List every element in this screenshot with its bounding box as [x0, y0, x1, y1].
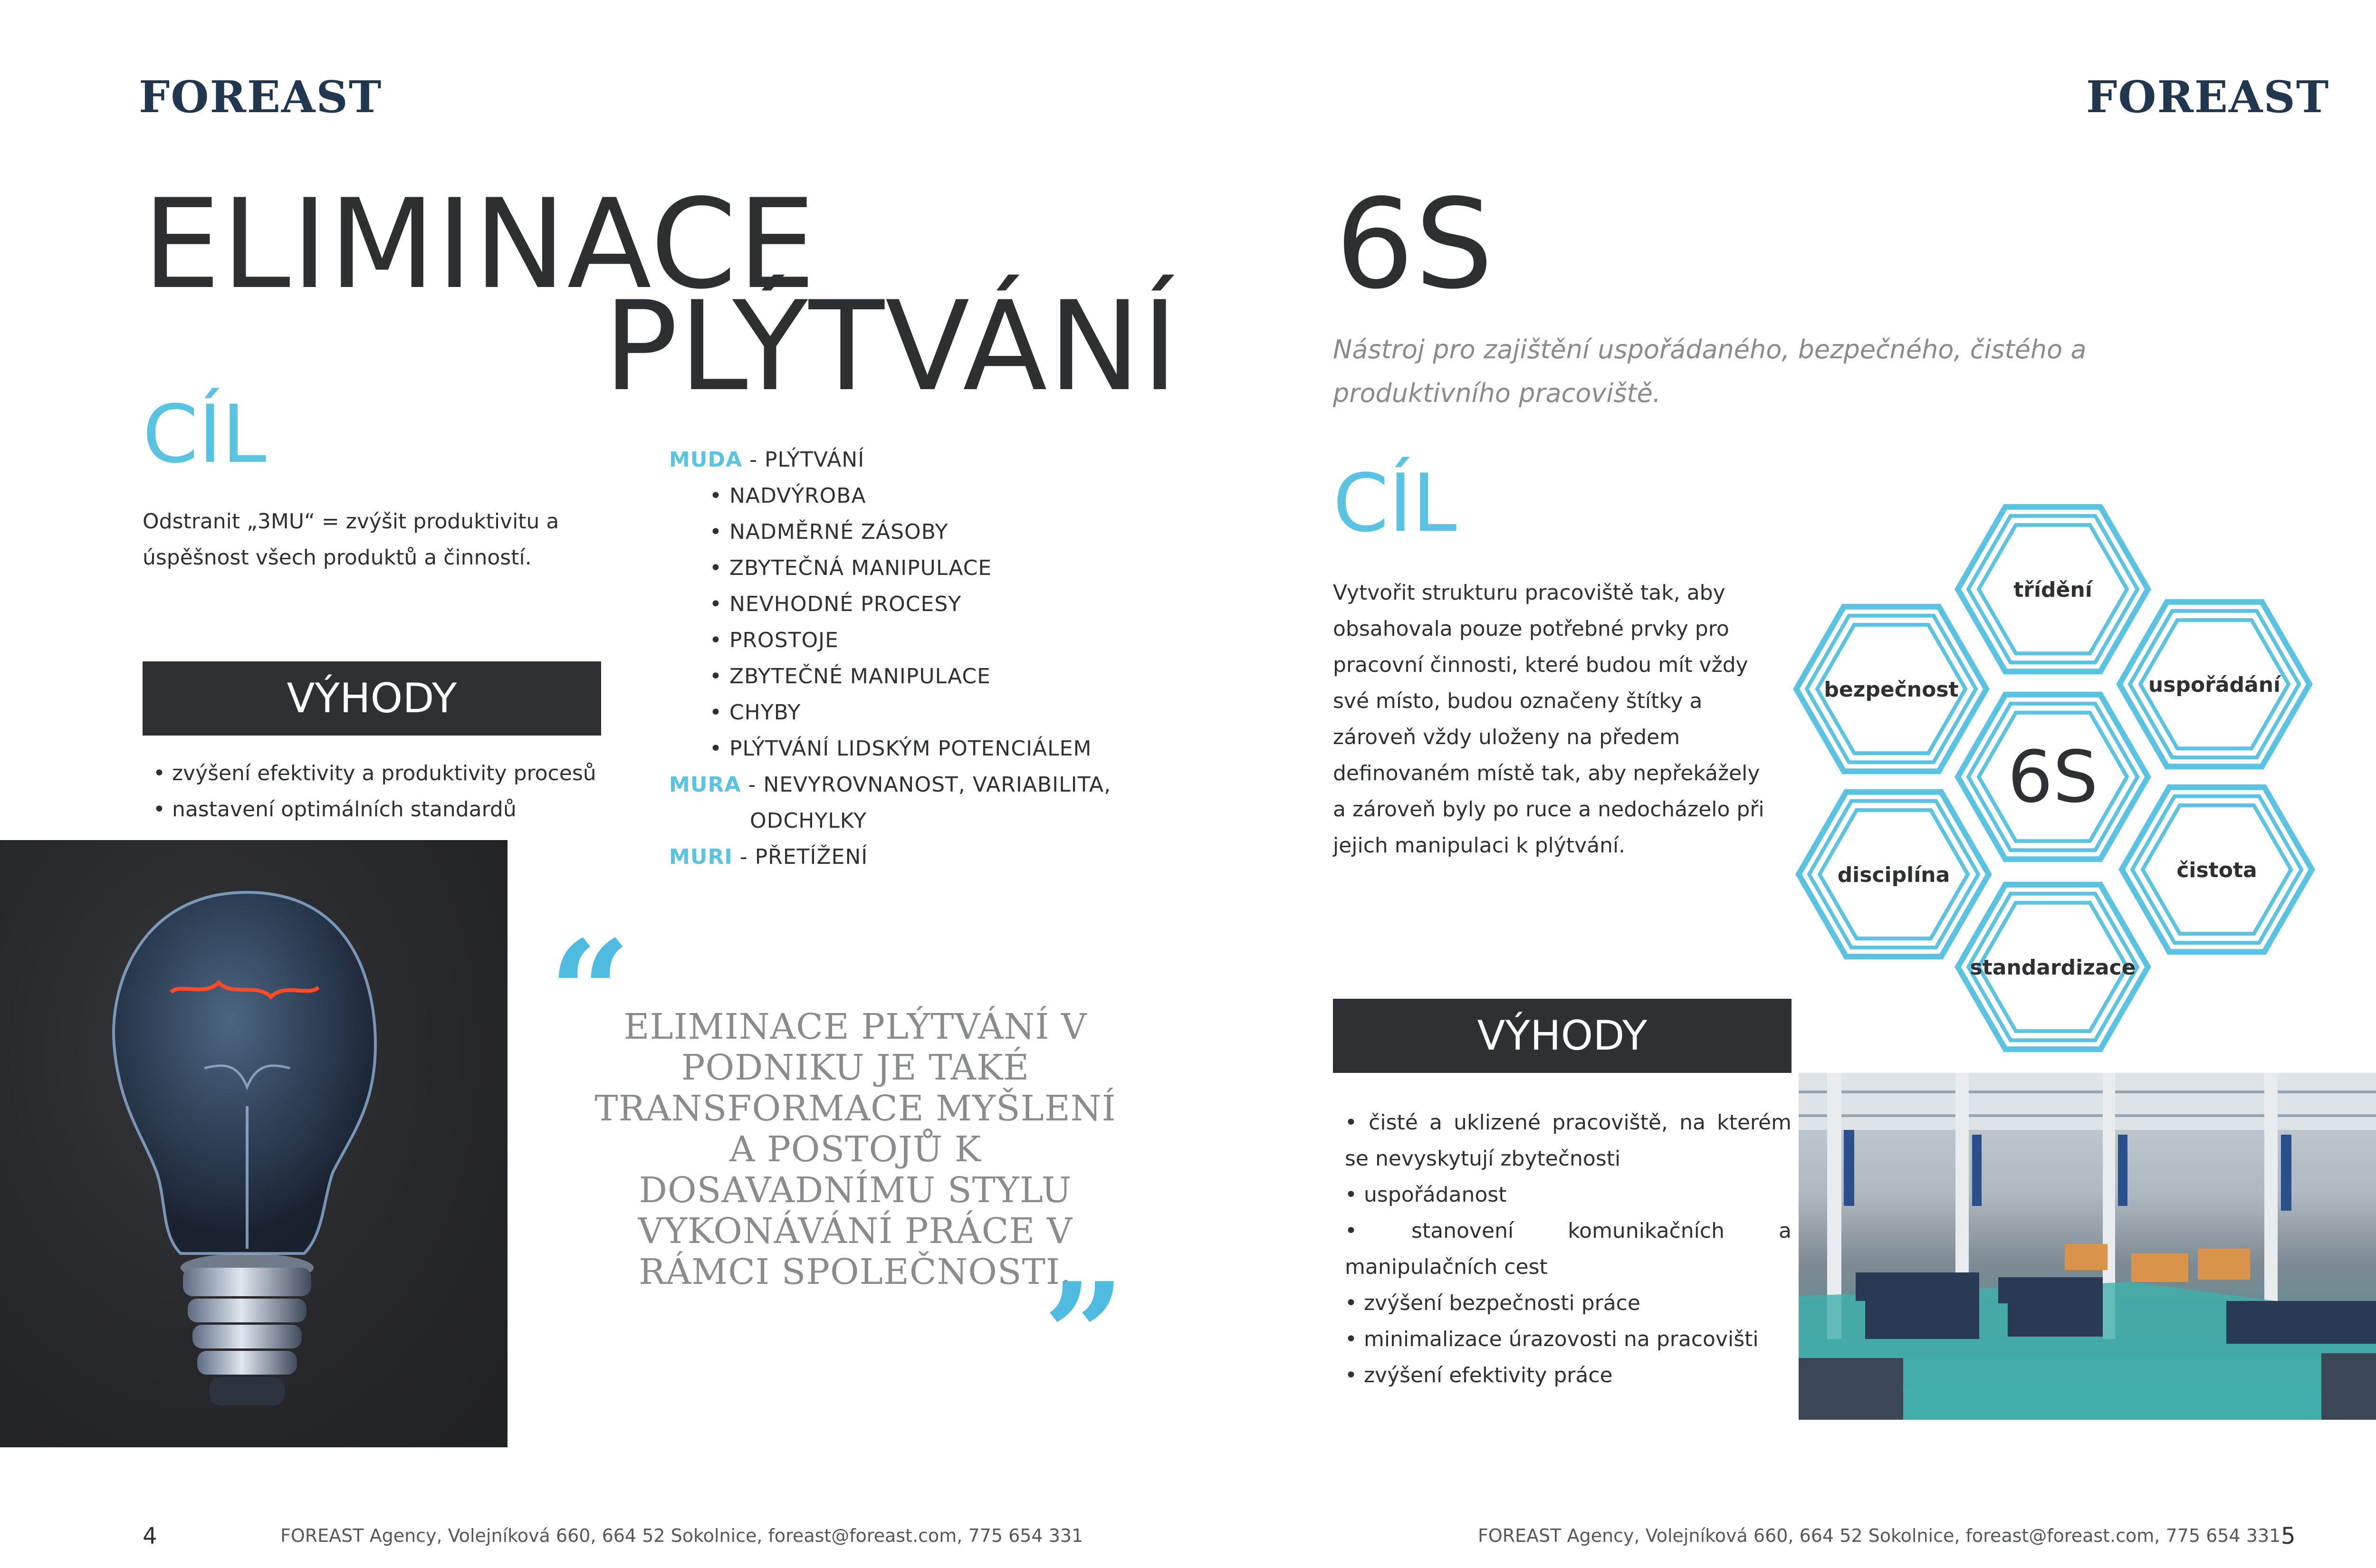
vyhody-heading-right: VÝHODY — [1477, 1012, 1648, 1060]
lightbulb-head-icon — [0, 840, 508, 1447]
quote-line: PODNIKU JE TAKÉ — [681, 1047, 1030, 1088]
list-item: • zvýšení bezpečnosti práce — [1345, 1285, 1792, 1321]
factory-photo — [1799, 1073, 2376, 1420]
logo-text: FOREAST — [139, 71, 383, 123]
muda-mura-muri-list — [669, 442, 1168, 875]
quote-text — [594, 1006, 1117, 1292]
logo-left — [139, 71, 382, 123]
hex-top — [1958, 507, 2148, 671]
logo-text: FOREAST — [2086, 71, 2330, 123]
hex-upper-left — [1796, 607, 1986, 771]
vyhody-list-right — [1345, 1105, 1792, 1394]
factory-interior-icon — [1799, 1073, 2376, 1420]
list-item: • PROSTOJE — [709, 628, 839, 652]
title-line1: ELIMINACE — [143, 173, 817, 316]
hex-lower-left — [1799, 792, 1989, 956]
muda-key: MUDA — [669, 448, 743, 472]
quote-line: RÁMCI SPOLEČNOSTI. — [639, 1252, 1072, 1292]
hex-bottom — [1958, 885, 2148, 1049]
6s-hexagon-diagram — [1777, 499, 2328, 1060]
quote-line: TRANSFORMACE MYŠLENÍ — [594, 1088, 1116, 1129]
cil-text-right: Vytvořit strukturu pracoviště tak, aby obsahovala pouze potřebné prvky pro pracovní činnosti, které budou mít vždy své místo, budou označeny štítky a zároveň vždy uloženy na předem definovaném místě tak, aby nepřekážely a zároveň byly po ruce a nedocházelo při jejich manipulaci k plýtvání. — [1333, 581, 1764, 858]
logo-right — [2086, 71, 2329, 123]
mura-row — [669, 767, 1168, 803]
mura-label: - NEVYROVNANOST, VARIABILITA, — [748, 773, 1111, 797]
hex-lower-right — [2122, 787, 2312, 952]
hex-label-upper-left: bezpečnost — [1824, 678, 1959, 702]
muri-row — [669, 839, 1168, 875]
hex-label-bottom: standardizace — [1970, 956, 2136, 980]
quote-line: A POSTOJŮ K — [729, 1129, 981, 1170]
list-item: • zvýšení efektivity práce — [1345, 1358, 1792, 1394]
footer-right: FOREAST Agency, Volejníková 660, 664 52 Sokolnice, foreast@foreast.com, 775 654 331 — [1478, 1525, 2281, 1546]
cil-heading-right: CÍL — [1333, 457, 1457, 550]
vyhody-bar-right — [1333, 999, 1792, 1073]
vyhody-list-left — [153, 755, 604, 828]
list-item: • NADVÝROBA — [709, 484, 866, 508]
muda-label: - PLÝTVÁNÍ — [749, 448, 865, 472]
hex-center-label: 6S — [2007, 736, 2098, 819]
quote-close-mark: ” — [1043, 1251, 1125, 1419]
list-item: • čisté a uklizené pracoviště, na kterém se nevyskytují zbytečnosti — [1345, 1105, 1792, 1177]
page-number-right: 5 — [2281, 1523, 2296, 1549]
page-number-left: 4 — [143, 1523, 157, 1549]
quote-open-mark: “ — [549, 909, 631, 1077]
list-item: • NEVHODNÉ PROCESY — [709, 592, 962, 616]
footer-left: FOREAST Agency, Volejníková 660, 664 52 Sokolnice, foreast@foreast.com, 775 654 331 — [280, 1525, 1083, 1546]
hex-label-top: třídění — [2013, 578, 2092, 602]
vyhody-heading-left: VÝHODY — [287, 675, 457, 722]
muri-key: MURI — [669, 845, 733, 869]
list-item: • ZBYTEČNÉ MANIPULACE — [709, 664, 991, 688]
hex-label-lower-left: disciplína — [1837, 863, 1950, 887]
hex-center — [1958, 695, 2148, 859]
list-item: • minimalizace úrazovosti na pracovišti — [1345, 1321, 1792, 1358]
list-item: • ZBYTEČNÁ MANIPULACE — [709, 556, 992, 580]
list-item: • NADMĚRNÉ ZÁSOBY — [709, 520, 948, 544]
list-item: • stanovení komunikačních a manipulačních cest — [1345, 1213, 1792, 1285]
mura-label-2: ODCHYLKY — [750, 809, 867, 833]
hex-label-upper-right: uspořádání — [2148, 673, 2281, 697]
mura-key: MURA — [669, 773, 741, 797]
quote-line: ELIMINACE PLÝTVÁNÍ V — [623, 1006, 1087, 1047]
quote-line: DOSAVADNÍMU STYLU — [639, 1170, 1072, 1211]
list-item: • PLÝTVÁNÍ LIDSKÝM POTENCIÁLEM — [709, 736, 1092, 761]
hex-upper-right — [2119, 602, 2309, 766]
title-6s: 6S — [1335, 173, 1495, 316]
hex-label-lower-right: čistota — [2176, 858, 2257, 882]
muda-row — [669, 442, 1168, 478]
vyhody-bar-left — [143, 661, 601, 736]
title-line2: PLÝTVÁNÍ — [604, 275, 1179, 419]
list-item: • CHYBY — [709, 700, 801, 725]
list-item: • uspořádanost — [1345, 1177, 1792, 1213]
lightbulb-photo — [0, 840, 508, 1447]
cil-heading-left: CÍL — [143, 388, 267, 481]
quote-line: VYKONÁVÁNÍ PRÁCE V — [638, 1211, 1073, 1252]
subtitle-6s: Nástroj pro zajištění uspořádaného, bezpečného, čistého a produktivního pracoviště. — [1333, 335, 2087, 408]
list-item: • nastavení optimálních standardů — [153, 792, 604, 828]
cil-text-left: Odstranit „3MU“ = zvýšit produktivitu a úspěšnost všech produktů a činností. — [143, 509, 559, 570]
muri-label: - PŘETÍŽENÍ — [739, 845, 868, 869]
list-item: • zvýšení efektivity a produktivity procesů — [153, 755, 604, 792]
